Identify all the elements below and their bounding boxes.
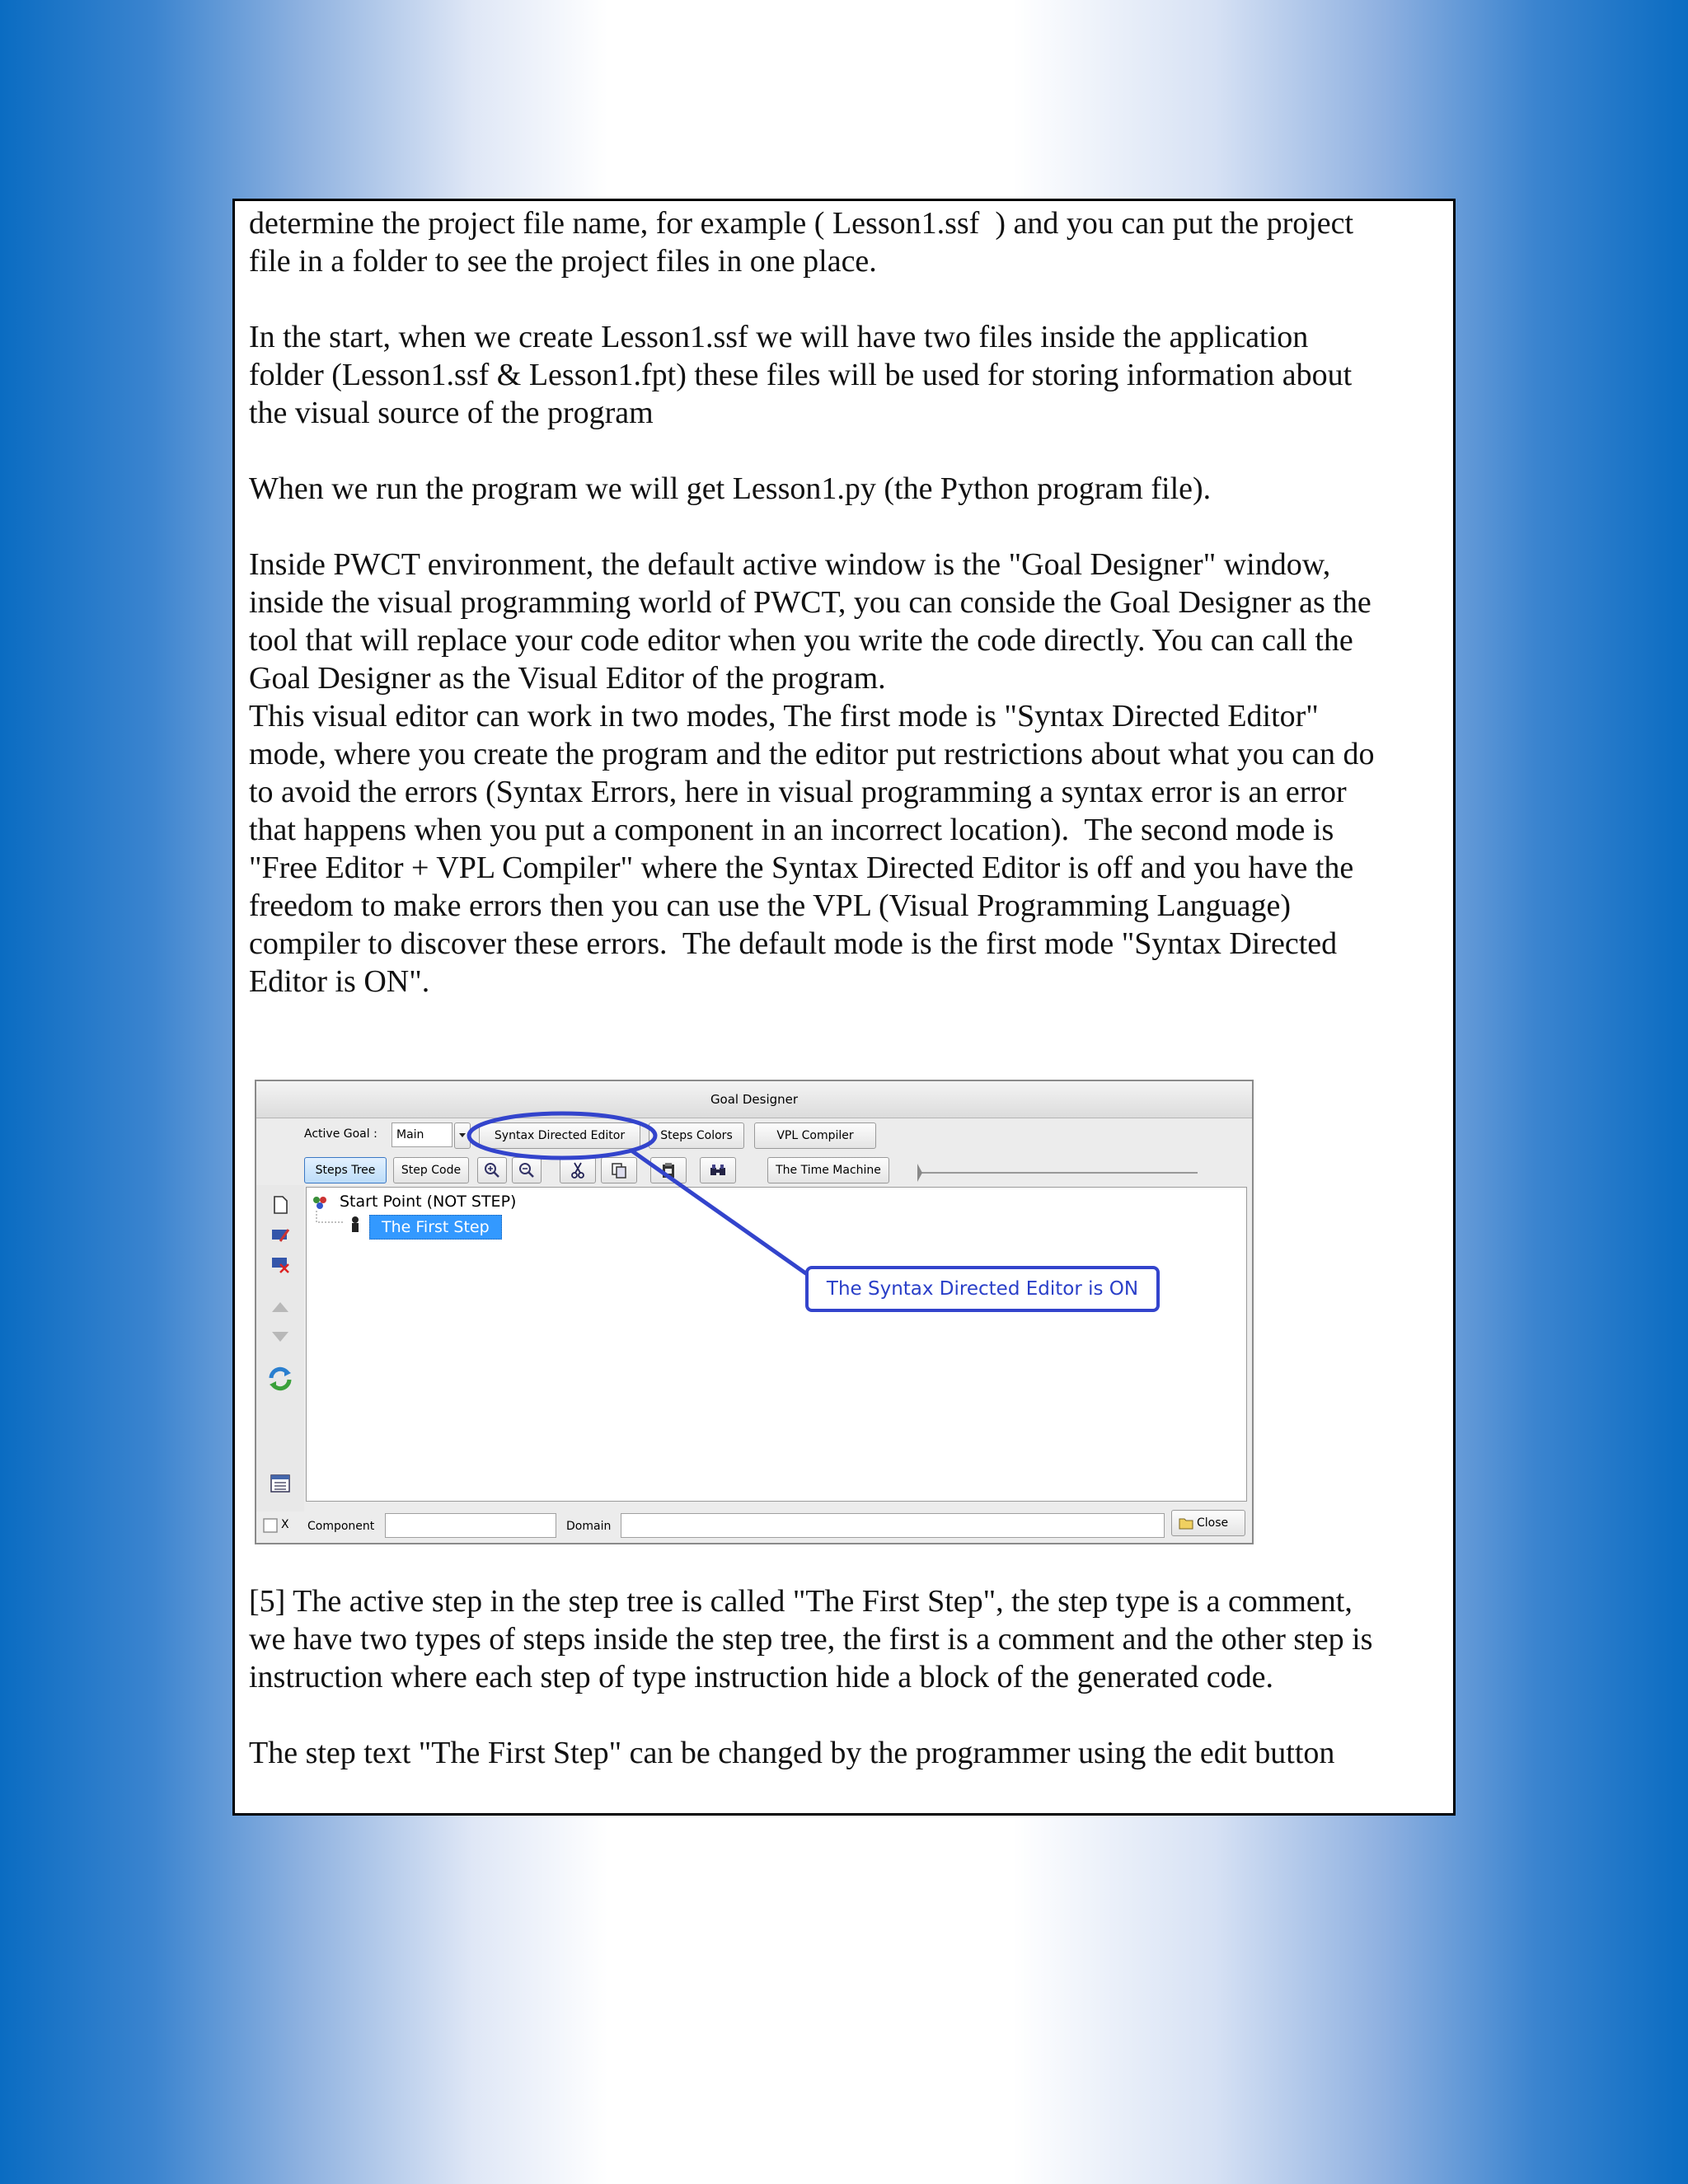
vpl-compiler-button[interactable]: VPL Compiler (754, 1122, 876, 1149)
callout-box: The Syntax Directed Editor is ON (805, 1266, 1160, 1312)
active-goal-label: Active Goal : (304, 1127, 377, 1141)
paragraph-7: The step text "The First Step" can be changed by the programmer using the edit button (249, 1736, 1335, 1770)
step-code-button[interactable]: Step Code (393, 1157, 469, 1183)
steps-tree-button[interactable]: Steps Tree (304, 1157, 387, 1183)
time-machine-button[interactable]: The Time Machine (767, 1157, 889, 1183)
paragraph-1: determine the project file name, for example ( Lesson1.ssf ) and you can put the project file in a folder to see the project files in one place. (249, 206, 1354, 279)
paragraph-5: This visual editor can work in two modes, The first mode is "Syntax Directed Editor" mode, where you create the program and the editor put restrictions about what you can do to avoid the errors (Syntax Errors, here in visual programming a syntax error is an error that happens when you put a component in an incorrect location). The second mode is "Free Editor + VPL Compiler" where the Syntax Directed Editor is off and you have the freedom to make errors then you can use the VPL (Visual Programming Language) compiler to discover these errors. The default mode is the first mode "Syntax Directed Editor is ON". (249, 699, 1375, 999)
tree-root-label[interactable]: Start Point (NOT STEP) (340, 1193, 517, 1211)
paragraph-2: In the start, when we create Lesson1.ssf we will have two files inside the application folder (Lesson1.ssf & Lesson1.fpt) these files will be used for storing information about the visual source of the program (249, 320, 1353, 430)
checkbox-label: X (281, 1518, 289, 1531)
steps-colors-button[interactable]: Steps Colors (649, 1122, 744, 1149)
component-label: Component (307, 1520, 375, 1533)
document-page (232, 199, 1456, 1816)
paragraph-4: Inside PWCT environment, the default active window is the "Goal Designer" window, inside the visual programming world of PWCT, you can conside the Goal Designer as the tool that will replace your code editor when you write the code directly. You can call the Goal Designer as the Visual Editor of the program. (249, 547, 1372, 696)
window-title: Goal Designer (256, 1081, 1252, 1118)
tree-selected-step[interactable]: The First Step (369, 1215, 502, 1240)
paragraph-3: When we run the program we will get Lesson1.py (the Python program file). (249, 471, 1212, 506)
domain-label: Domain (566, 1520, 612, 1533)
syntax-directed-editor-button[interactable]: Syntax Directed Editor (479, 1122, 640, 1149)
callout-annotation (256, 1081, 1252, 1543)
paragraph-6: [5] The active step in the step tree is called "The First Step", the step type is a comment, we have two types of steps inside the step tree, the first is a comment and the other step is instruction where each step of type instruction hide a block of the generated code. (249, 1584, 1373, 1694)
goal-designer-window (255, 1080, 1254, 1544)
close-button-label: Close (1197, 1516, 1229, 1530)
active-goal-select[interactable]: Main (392, 1122, 452, 1147)
